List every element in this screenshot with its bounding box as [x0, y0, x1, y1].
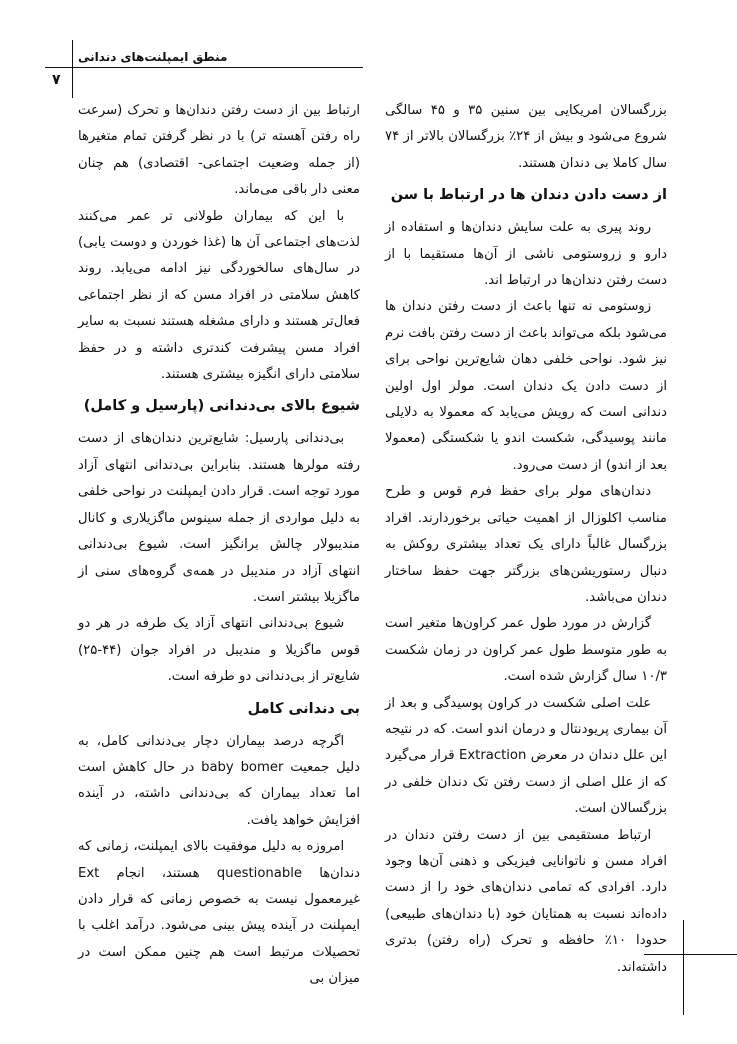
crop-mark-horizontal [644, 954, 737, 955]
crop-mark-vertical [683, 920, 684, 1015]
paragraph: روند پیری به علت سایش دندان‌ها و استفاده از دارو و زروستومی ناشی از آن‌ها مستقیما با از دست رفتن دندان‌ها در ارتباط اند. [385, 220, 667, 289]
paragraph: علت اصلی شکست در کراون پوسیدگی و بعد از آن بیماری پریودنتال و درمان اندو است. که در نتیجه این علل دندان در معرض Extraction قرار می‌گیرد که از علل اصلی از دست رفتن تک دندان خلفی در بزرگسالان است. [385, 695, 667, 817]
paragraph: گزارش در مورد طول عمر کراون‌ها متغیر است به طور متوسط طول عمر کراون در زمان شکست ۱۰/۳ سال گزارش شده است. [385, 616, 667, 685]
paragraph: امروزه به دلیل موفقیت بالای ایمپلنت، زمانی که دندان‌ها questionable هستند، انجام Ext غیرمعمول نیست به خصوص زمانی که قرار دادن ایمپلنت در آینده پیش بینی می‌شود. درآمد اغلب با تحصیلات مرتبط است هم چنین ممکن است در میزان بی [78, 839, 360, 987]
page-number: ۷ [52, 72, 61, 88]
paragraph: شیوع بی‌دندانی انتهای آزاد یک طرفه در هر دو قوس ماگزیلا و مندیبل در افراد جوان (۴۴-۲۵) شایع‌تر از بی‌دندانی دو طرفه است. [78, 616, 360, 685]
paragraph: دندان‌های مولر برای حفظ فرم قوس و طرح مناسب اکلوزال از اهمیت حیاتی برخوردارند. افراد بزرگسال غالباً دارای یک تعداد بیشتری روکش به دنبال رستوریشن‌های بزرگتر جهت حفظ ساختار دندان می‌باشد. [385, 484, 667, 605]
paragraph: بزرگسالان امریکایی بین سنین ۳۵ و ۴۵ سالگی شروع می‌شود و بیش از ۲۴٪ بزرگسالان بالاتر از ۷۴ سال کاملا بی دندان هستند. [385, 103, 667, 171]
paragraph: اگرچه درصد بیماران دچار بی‌دندانی کامل، به دلیل جمعیت baby bomer در حال کاهش است اما تعداد بیماران که بی‌دندانی داشته، در آینده افزایش خواهد یافت. [78, 733, 360, 828]
paragraph: زوستومی نه تنها باعث از دست رفتن دندان ها می‌شود بلکه می‌تواند باعث از دست رفتن بافت نرم نیز شود. نواحی خلفی دهان شایع‌ترین نواحی برای از دست دادن یک دندان است. مولر اول اولین دندانی است که رویش می‌یابد که معمولا به دلایلی مانند پوسیدگی، شکست اندو یا شکستگی (معمولا بعد از اندو) از دست می‌رود. [385, 299, 667, 473]
running-header-title: منطق ایمپلنت‌های دندانی [78, 50, 228, 64]
header-rule [45, 67, 363, 68]
paragraph: با این که بیماران طولانی تر عمر می‌کنند لذت‌های اجتماعی آن ها (غذا خوردن و دوست یابی) در سال‌های سالخوردگی نیز ادامه می‌یابد. روند کاهش سلامتی در افراد مسن که از نظر اجتماعی فعال‌تر هستند و دارای مشغله هستند نسبت به سایر افراد مسن پیشرفت کندتری داشته و در حفظ سلامتی دارای انگیزه بیشتری هستند. [78, 208, 360, 383]
section-heading: بی دندانی کامل [247, 700, 360, 717]
section-heading: از دست دادن دندان ها در ارتباط با سن [390, 187, 667, 204]
paragraph: ارتباط بین از دست رفتن دندان‌ها و تحرک (سرعت راه رفتن آهسته تر) با در نظر گرفتن تمام متغیرها (از جمله وضعیت اجتماعی- اقتصادی) هم چنان معنی دار باقی می‌ماند. [78, 103, 360, 198]
paragraph: ارتباط مستقیمی بین از دست رفتن دندان در افراد مسن و ناتوانایی فیزیکی و ذهنی آن‌ها وجود دارد. افرادی که تمامی دندان‌های خود را از دست داده‌اند نسبت به همتایان خود (با دندان‌های طبیعی) حدودا ۱۰٪ حافظه و تحرک (راه رفتن) بدتری داشته‌اند. [385, 827, 668, 975]
right-column [385, 98, 667, 981]
left-column [78, 98, 360, 993]
paragraph: بی‌دندانی پارسیل: شایع‌ترین دندان‌های از دست رفته مولرها هستند. بنابراین بی‌دندانی انتهای آزاد مورد توجه است. قرار دادن ایمپلنت در نواحی خلفی به دلیل مواردی از جمله سینوس ماگزیلاری و کانال مندیبولار چالش برانگیز است. شیوع بی‌دندانی انتهای آزاد در مندیبل در همه‌ی گروه‌های سنی از ماگزیلا بیشتر است. [78, 431, 360, 605]
header-vertical-rule [72, 40, 73, 98]
section-heading: شیوع بالای بی‌دندانی (پارسیل و کامل) [83, 398, 360, 415]
